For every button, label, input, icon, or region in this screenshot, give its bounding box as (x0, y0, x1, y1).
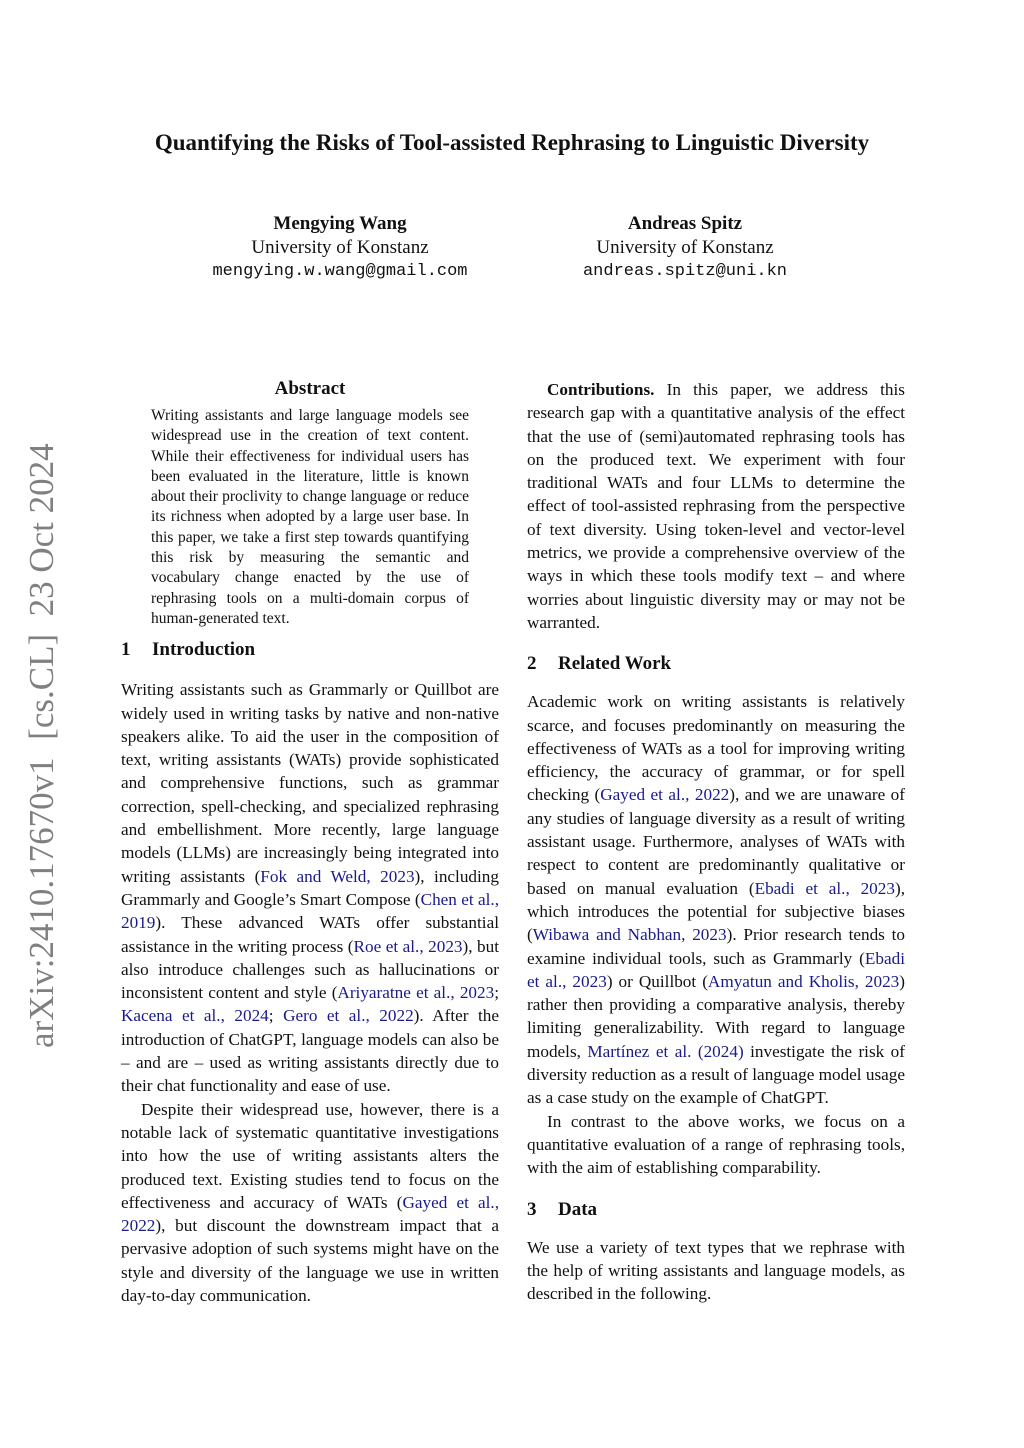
citation-link[interactable]: Roe et al., 2023 (353, 936, 463, 956)
citation-link[interactable]: Chen et al., 2019 (121, 889, 500, 933)
citation-link[interactable]: Amyatun and Kholis, 2023 (707, 971, 900, 991)
section-heading-introduction (121, 639, 499, 661)
citation-link[interactable]: Gayed et al., 2022 (121, 1192, 499, 1236)
section-title: Related Work (558, 653, 672, 675)
citation-link[interactable]: Kacena et al., 2024 (121, 1006, 269, 1026)
author-block (560, 212, 810, 284)
contributions-paragraph: Contributions. In this paper, we address this research gap with a quantitative analysis of the effect that the use of (semi)automated rephrasing tools has on the produced text. We experiment with four traditional WATs and four LLMs to determine the effect of tool-assisted rephrasing from the perspective of text diversity. Using token-level and vector-level metrics, we provide a comprehensive overview of the ways in which these tools modify text – and where worries about linguistic diversity may or may not be warranted. (527, 380, 905, 632)
author-name: Andreas Spitz (627, 213, 743, 234)
run-in-heading: Contributions. (547, 380, 655, 399)
author-name: Mengying Wang (273, 213, 407, 234)
paper-title: Quantifying the Risks of Tool-assisted Rephrasing to Linguistic Diversity (154, 130, 870, 155)
section-title: Data (558, 1198, 598, 1220)
section-heading-related-work (527, 653, 905, 675)
citation-link[interactable]: Ebadi et al., 2023 (527, 948, 905, 991)
author-block (210, 212, 470, 284)
related-paragraph-1: Academic work on writing assistants is relatively scarce, and focuses predominantly on measuring the effectiveness of WATs as a tool for improving writing efficiency, the accuracy of grammar, or for spell checking (Gayed et al., 2022), and we are unaware of any studies of language diversity as a result of writing assistant usage. Furthermore, analyses of WATs with respect to content are predominantly qualitative or based on manual evaluation (Ebadi et al., 2023), which introduces the potential for subjective biases (Wibawa and Nabhan, 2023). Prior research tends to examine individual tools, such as Grammarly (Ebadi et al., 2023) or Quillbot (Amyatun and Kholis, 2023) rather then providing a comparative analysis, thereby limiting generalizability. With regard to language models, Martínez et al. (2024) investigate the risk of diversity reduction as a result of language model usage as a case study on the example of ChatGPT. (527, 692, 906, 1108)
citation-link[interactable]: Gayed et al., 2022 (600, 785, 730, 805)
section-number: 3 (527, 1198, 537, 1220)
citation-link[interactable]: Martínez et al. (2024) (587, 1041, 744, 1061)
citation-link[interactable]: Ebadi et al., 2023 (754, 878, 895, 898)
abstract-text: Writing assistants and large language models see widespread use in the creation of text content. While their effectiveness for individual users has been evaluated in the literature, little is known about their proclivity to change language or reduce its richness when adopted by a large user base. In this paper, we take a first step towards quantifying this risk by measuring the semantic and vocabulary change enacted by the use of rephrasing tools on a multi-domain corpus of human-generated text. (151, 407, 469, 627)
section-title: Introduction (152, 639, 256, 661)
author-affiliation: University of Konstanz (596, 237, 774, 258)
related-paragraph-2: In contrast to the above works, we focus on a quantitative evaluation of a range of rephrasing tools, with the aim of establishing comparability. (527, 1111, 905, 1178)
citation-link[interactable]: Gero et al., 2022 (283, 1006, 414, 1026)
author-email: mengying.w.wang@gmail.com (212, 262, 468, 281)
arxiv-identifier: arXiv:2410.17670v1 [cs.CL] 23 Oct 2024 (22, 443, 61, 1048)
citation-link[interactable]: Ariyaratne et al., 2023 (337, 983, 495, 1003)
intro-paragraph-1: Writing assistants such as Grammarly or Quillbot are widely used in writing tasks by native and non-native speakers alike. To aid the user in the composition of text, writing assistants (WATs) provide sophisticated and comprehensive functions, such as grammar correction, spell-checking, and specialized rephrasing and embellishment. More recently, large language models (LLMs) are increasingly being integrated into writing assistants (Fok and Weld, 2023), including Grammarly and Google’s Smart Compose (Chen et al., 2019). These advanced WATs offer substantial assistance in the writing process (Roe et al., 2023), but also introduce challenges such as hallucinations or inconsistent content and style (Ariyaratne et al., 2023; Kacena et al., 2024; Gero et al., 2022). After the introduction of ChatGPT, language models can also be – and are – used as writing assistants directly due to their chat functionality and ease of use. (121, 680, 500, 1096)
section-number: 2 (527, 653, 537, 675)
author-email: andreas.spitz@uni.kn (582, 262, 788, 281)
data-paragraph-1: We use a variety of text types that we rephrase with the help of writing assistants and language models, as described in the following. (527, 1237, 905, 1304)
right-column (527, 378, 905, 1305)
intro-paragraph-2: Despite their widespread use, however, there is a notable lack of systematic quantitative investigations into how the use of writing assistants alters the produced text. Existing studies tend to focus on the effectiveness and accuracy of WATs (Gayed et al., 2022), but discount the downstream impact that a pervasive adoption of such systems might have on the style and diversity of the language we use in written day-to-day communication. (121, 1099, 499, 1305)
section-number: 1 (121, 639, 131, 661)
left-column (121, 378, 499, 1307)
abstract-heading: Abstract (274, 378, 346, 399)
citation-link[interactable]: Fok and Weld, 2023 (260, 866, 415, 886)
citation-link[interactable]: Wibawa and Nabhan, 2023 (532, 925, 727, 945)
author-affiliation: University of Konstanz (251, 237, 429, 258)
section-heading-data (527, 1199, 905, 1221)
